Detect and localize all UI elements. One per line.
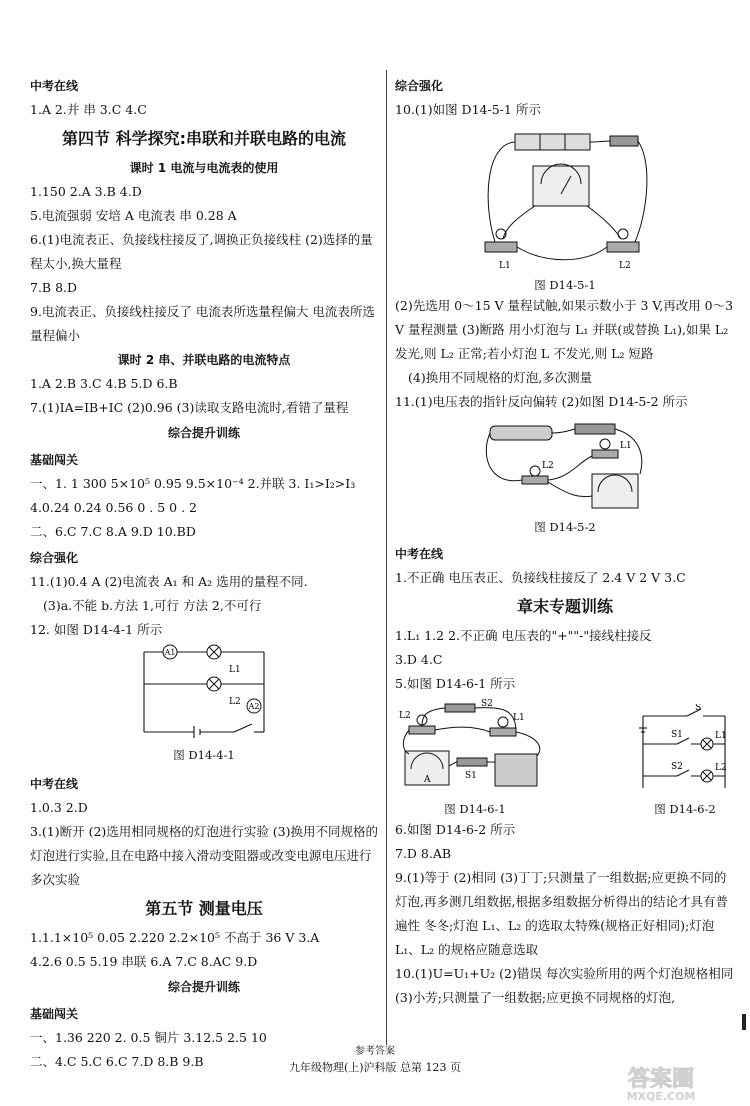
comprehensive-training-title-2: 综合提升训练 bbox=[167, 980, 240, 994]
lamp-l1-label: L1 bbox=[513, 713, 525, 723]
answer-line: 5.如图 D14-6-1 所示 bbox=[395, 676, 516, 691]
answer-line: (3)a.不能 b.方法 1,可行 方法 2,不可行 bbox=[43, 598, 262, 613]
figure-caption-d14-6-2: 图 D14-6-2 bbox=[654, 802, 716, 816]
column-divider bbox=[386, 70, 387, 1045]
footer-page-info: 九年级物理(上)沪科版 总第 123 页 bbox=[288, 1061, 462, 1074]
answer-line: 7.B 8.D bbox=[30, 280, 78, 295]
right-column bbox=[395, 72, 735, 1010]
answer-line: 5.电流强弱 安培 A 电流表 串 0.28 A bbox=[30, 208, 237, 223]
answer-line: (4)换用不同规格的灯泡,多次测量 bbox=[408, 370, 593, 385]
figure-d14-6-2 bbox=[635, 704, 735, 818]
answer-line: 1.1.1×10⁵ 0.05 2.220 2.2×10⁵ 不高于 36 V 3.A bbox=[30, 930, 320, 945]
circuit-diagram-d14-6-2 bbox=[635, 704, 735, 796]
figure-d14-6-1 bbox=[395, 696, 555, 818]
answer-line: (2)先选用 0～15 V 量程试触,如果示数小于 3 V,再改用 0～3 V 量程测量 (3)断路 用小灯泡与 L₁ 并联(或替换 L₁),如果 L₂ 发光,则 L₂ 正常;若小灯泡 L 不发光,则 L₂ 短路 bbox=[395, 298, 734, 361]
zhongkao-heading-2: 中考在线 bbox=[30, 777, 79, 791]
chapter-review-title: 章末专题训练 bbox=[516, 597, 613, 616]
switch-s2-label: S2 bbox=[671, 762, 683, 772]
answer-line: 1.150 2.A 3.B 4.D bbox=[30, 184, 142, 199]
circuit-photo-d14-6-1 bbox=[395, 696, 555, 796]
ammeter-a2-label: A2 bbox=[248, 702, 260, 711]
answer-line: 1.不正确 电压表正、负接线柱接反了 2.4 V 2 V 3.C bbox=[395, 570, 686, 585]
lamp-l2-label: L2 bbox=[399, 711, 411, 721]
figure-caption-d14-6-1: 图 D14-6-1 bbox=[444, 802, 506, 816]
circuit-diagram-d14-4-1 bbox=[134, 644, 274, 744]
switch-s1-label: S1 bbox=[671, 730, 683, 740]
answer-line: 12. 如图 D14-4-1 所示 bbox=[30, 622, 163, 637]
answer-line: 6.(1)电流表正、负接线柱接反了,调换正负接线柱 (2)选择的量程太小,换大量程 bbox=[30, 232, 373, 271]
lamp-l1-label: L1 bbox=[229, 665, 241, 675]
answer-line: 9.(1)等于 (2)相同 (3)丁丁;只测量了一组数据;应更换不同的灯泡,再多测几组数据,根据多组数据分析得出的结论才具有普遍性 冬冬;灯泡 L₁、L₂ 的选取太特殊(规格正好相同);灯泡 L₁、L₂ 的规格应随意选取 bbox=[395, 870, 728, 957]
basic-level-heading: 基础闯关 bbox=[30, 453, 79, 467]
lamp-l1-label: L1 bbox=[620, 441, 632, 451]
answer-line: 二、4.C 5.C 6.C 7.D 8.B 9.B bbox=[30, 1054, 204, 1069]
answer-line: 11.(1)电压表的指针反向偏转 (2)如图 D14-5-2 所示 bbox=[395, 394, 688, 409]
lamp-l1-label: L1 bbox=[715, 731, 727, 741]
lesson-1-title: 课时 1 电流与电流表的使用 bbox=[129, 161, 279, 175]
lamp-l2-label: L2 bbox=[229, 697, 241, 707]
section-5-title: 第五节 测量电压 bbox=[145, 899, 263, 918]
answer-line: 4.0.24 0.24 0.56 0 . 5 0 . 2 bbox=[30, 500, 197, 515]
lesson-2-title: 课时 2 串、并联电路的电流特点 bbox=[117, 353, 291, 367]
svg-text:答案圈: 答案圈 bbox=[627, 1067, 695, 1092]
lamp-l2-label: L2 bbox=[715, 763, 727, 773]
answer-line: 1.A 2.B 3.C 4.B 5.D 6.B bbox=[30, 376, 178, 391]
zhongkao-heading-3: 中考在线 bbox=[395, 547, 444, 561]
answer-line: 6.如图 D14-6-2 所示 bbox=[395, 822, 516, 837]
answer-line: 10.(1)U=U₁+U₂ (2)错误 每次实验所用的两个灯泡规格相同 (3)小芳;只测量了一组数据;应更换不同规格的灯泡, bbox=[395, 966, 734, 1005]
watermark-logo bbox=[586, 1058, 736, 1103]
footer-label: 参考答案 bbox=[355, 1046, 395, 1057]
answer-line: 3.(1)断开 (2)选用相同规格的灯泡进行实验 (3)换用不同规格的灯泡进行实验,且在电路中接入滑动变阻器或改变电源电压进行多次实验 bbox=[30, 824, 378, 887]
zhongkao-heading-1: 中考在线 bbox=[30, 79, 79, 93]
strengthen-heading-2: 综合强化 bbox=[395, 79, 444, 93]
switch-s2-label: S2 bbox=[481, 699, 493, 709]
lamp-l2-label: L2 bbox=[619, 261, 631, 271]
svg-text:MXQE.COM: MXQE.COM bbox=[626, 1090, 696, 1103]
answer-line: 9.电流表正、负接线柱接反了 电流表所选量程偏大 电流表所选量程偏小 bbox=[30, 304, 375, 343]
lamp-l1-label: L1 bbox=[499, 261, 511, 271]
answer-line: 一、1. 1 300 5×10⁵ 0.95 9.5×10⁻⁴ 2.并联 3. I₁>I₂>I₃ bbox=[30, 476, 356, 491]
answer-line: 11.(1)0.4 A (2)电流表 A₁ 和 A₂ 选用的量程不同. bbox=[30, 574, 308, 589]
figure-row-d14-6 bbox=[395, 696, 735, 818]
switch-s-label: S bbox=[695, 704, 702, 713]
answer-line: 1.0.3 2.D bbox=[30, 800, 88, 815]
edge-mark bbox=[742, 1014, 746, 1030]
answer-line: 1.A 2.并 串 3.C 4.C bbox=[30, 102, 147, 117]
circuit-photo-d14-5-2 bbox=[480, 416, 650, 516]
answer-line: 7.(1)IA=IB+IC (2)0.96 (3)读取支路电流时,看错了量程 bbox=[30, 400, 349, 415]
answer-line: 10.(1)如图 D14-5-1 所示 bbox=[395, 102, 541, 117]
ammeter-a-label: A bbox=[424, 775, 431, 785]
answer-line: 二、6.C 7.C 8.A 9.D 10.BD bbox=[30, 524, 196, 539]
figure-caption-d14-5-1: 图 D14-5-1 bbox=[534, 278, 596, 292]
section-4-title: 第四节 科学探究:串联和并联电路的电流 bbox=[62, 129, 346, 148]
answer-line: 一、1.36 220 2. 0.5 铜片 3.12.5 2.5 10 bbox=[30, 1030, 267, 1045]
lamp-l2-label: L2 bbox=[542, 461, 554, 471]
circuit-photo-d14-5-1 bbox=[475, 124, 655, 274]
comprehensive-training-title: 综合提升训练 bbox=[167, 426, 240, 440]
switch-s1-label: S1 bbox=[465, 771, 477, 781]
figure-caption-d14-4-1: 图 D14-4-1 bbox=[173, 748, 235, 762]
figure-caption-d14-5-2: 图 D14-5-2 bbox=[534, 520, 596, 534]
answer-line: 7.D 8.AB bbox=[395, 846, 452, 861]
answer-line: 1.L₁ 1.2 2.不正确 电压表的"+""-"接线柱接反 bbox=[395, 628, 652, 643]
basic-level-heading-2: 基础闯关 bbox=[30, 1007, 79, 1021]
answer-line: 4.2.6 0.5 5.19 串联 6.A 7.C 8.AC 9.D bbox=[30, 954, 258, 969]
ammeter-a1-label: A1 bbox=[164, 648, 176, 657]
answer-line: 3.D 4.C bbox=[395, 652, 443, 667]
left-column bbox=[30, 72, 378, 1074]
strengthen-heading: 综合强化 bbox=[30, 551, 79, 565]
